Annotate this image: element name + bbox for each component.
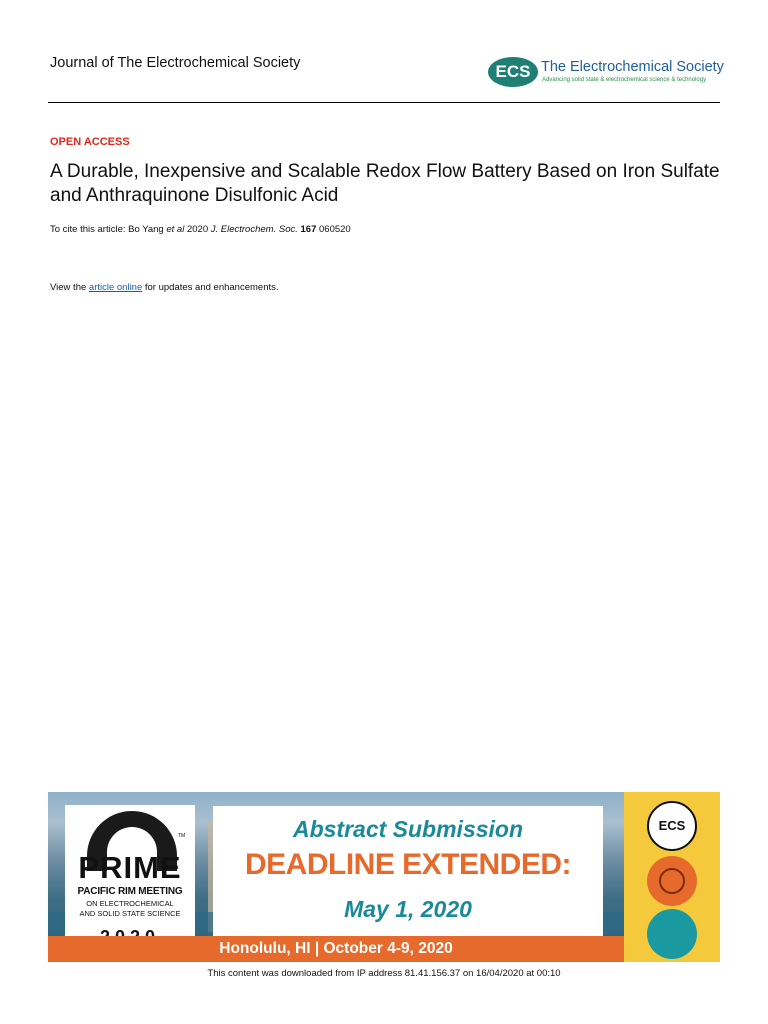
citation-line [50,224,351,235]
cite-volume: 167 [300,224,317,235]
cite-number: 060520 [316,224,351,235]
view-suffix: for updates and enhancements. [142,282,279,293]
ecs-logo-mark: ECS [488,57,538,87]
event-location: Honolulu, HI | October 4-9, 2020 [48,936,624,962]
society-tagline: Advancing solid state & electrochemical science & technology [542,77,707,83]
download-footer: This content was downloaded from IP address 81.41.156.37 on 16/04/2020 at 00:10 [207,968,561,979]
article-online-link[interactable]: article online [88,282,143,293]
prime-logo: TM PRIME PACIFIC RIM MEETING ON ELECTROCHEMICAL AND SOLID STATE SCIENCE [65,805,195,950]
ecs-sponsor-logo: ECS [647,801,697,851]
journal-name: Journal of The Electrochemical Society [50,55,301,71]
view-prefix: View the [50,282,89,293]
view-online-line [50,282,279,293]
abstract-heading: Abstract Submission [292,816,524,842]
article-title: A Durable, Inexpensive and Scalable Redox Flow Battery Based on Iron Sulfate and Anthraquinone Disulfonic Acid [50,161,720,206]
ecs-logo[interactable] [488,55,724,93]
prime-wordmark: PRIME [78,850,182,885]
society-name: The Electrochemical Society [541,59,724,75]
prime-subtitle-2: ON ELECTROCHEMICAL AND SOLID STATE SCIENCE [79,899,181,918]
korean-society-logo-icon [647,909,697,959]
open-access-label: OPEN ACCESS [50,136,130,148]
deadline-panel [213,806,603,936]
cite-etal: et al [166,224,185,235]
sponsor-seal-icon [647,856,697,906]
cite-year: 2020 [184,224,211,235]
deadline-date: May 1, 2020 [344,896,472,922]
prime-subtitle: PACIFIC RIM MEETING [77,886,183,897]
cite-prefix: To cite this article: Bo Yang [50,224,167,235]
cite-journal: J. Electrochem. Soc. [210,224,298,235]
header-divider [48,102,720,103]
prime-ad-banner[interactable] [48,792,720,962]
sponsor-strip [624,792,720,962]
deadline-heading: DEADLINE EXTENDED: [244,848,572,881]
